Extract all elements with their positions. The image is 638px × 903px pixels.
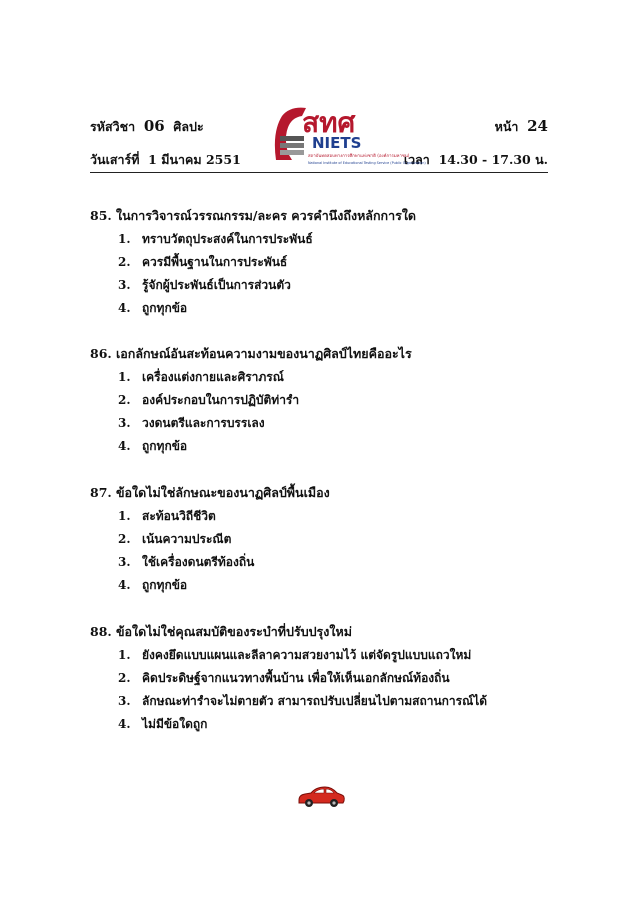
choice-number: 1. bbox=[118, 370, 131, 384]
choice-88-2 bbox=[118, 669, 450, 688]
subject-name: ศิลปะ bbox=[173, 119, 204, 134]
choice-85-1 bbox=[118, 230, 313, 249]
choice-86-2 bbox=[118, 391, 299, 410]
question-87 bbox=[90, 483, 330, 503]
question-number: 86. bbox=[90, 346, 112, 361]
choice-number: 3. bbox=[118, 694, 131, 708]
time-label: เวลา bbox=[403, 152, 430, 167]
niets-logo bbox=[268, 102, 430, 168]
car-icon bbox=[296, 783, 346, 809]
choice-number: 1. bbox=[118, 648, 131, 662]
time-value: 14.30 - 17.30 น. bbox=[438, 152, 548, 167]
question-text: ในการวิจารณ์วรรณกรรม/ละคร ควรคำนึงถึงหลักการใด bbox=[116, 208, 417, 223]
choice-text: ทราบวัตถุประสงค์ในการประพันธ์ bbox=[142, 232, 313, 246]
question-number: 87. bbox=[90, 485, 112, 500]
car-hub-front bbox=[307, 801, 310, 804]
choice-85-4 bbox=[118, 299, 187, 318]
question-text: ข้อใดไม่ใช่ลักษณะของนาฏศิลป์พื้นเมือง bbox=[116, 485, 330, 500]
choice-85-2 bbox=[118, 253, 287, 272]
date-line bbox=[90, 150, 241, 170]
choice-87-1 bbox=[118, 507, 216, 526]
choice-number: 1. bbox=[118, 232, 131, 246]
question-88 bbox=[90, 622, 352, 642]
choice-text: วงดนตรีและการบรรเลง bbox=[142, 416, 265, 430]
choice-text: องค์ประกอบในการปฏิบัติท่ารำ bbox=[142, 393, 300, 407]
choice-text: ถูกทุกข้อ bbox=[142, 301, 188, 315]
choice-text: ใช้เครื่องดนตรีท้องถิ่น bbox=[142, 555, 255, 569]
choice-number: 4. bbox=[118, 717, 131, 731]
choice-number: 4. bbox=[118, 578, 131, 592]
car-hub-rear bbox=[332, 801, 335, 804]
choice-text: สะท้อนวิถีชีวิต bbox=[142, 509, 216, 523]
question-85 bbox=[90, 206, 416, 226]
choice-number: 1. bbox=[118, 509, 131, 523]
subject-line bbox=[90, 117, 204, 137]
date-label: วันเสาร์ที่ bbox=[90, 152, 140, 167]
choice-number: 4. bbox=[118, 301, 131, 315]
logo-emblem-book-3 bbox=[280, 150, 304, 155]
choice-number: 2. bbox=[118, 255, 131, 269]
choice-number: 2. bbox=[118, 532, 131, 546]
choice-86-3 bbox=[118, 414, 265, 433]
choice-number: 3. bbox=[118, 416, 131, 430]
choice-86-4 bbox=[118, 437, 187, 456]
date-value: 1 มีนาคม 2551 bbox=[148, 152, 241, 167]
choice-text: คิดประดิษฐ์จากแนวทางพื้นบ้าน เพื่อให้เห็นเอกลักษณ์ท้องถิ่น bbox=[142, 671, 450, 685]
question-number: 88. bbox=[90, 624, 112, 639]
choice-87-3 bbox=[118, 553, 254, 572]
choice-87-2 bbox=[118, 530, 231, 549]
choice-text: ไม่มีข้อใดถูก bbox=[142, 717, 208, 731]
choice-number: 2. bbox=[118, 393, 131, 407]
choice-text: ถูกทุกข้อ bbox=[142, 578, 188, 592]
logo-thai-text: สทศ bbox=[302, 106, 356, 139]
choice-text: ถูกทุกข้อ bbox=[142, 439, 188, 453]
choice-text: ลักษณะท่ารำจะไม่ตายตัว สามารถปรับเปลี่ยนไปตามสถานการณ์ได้ bbox=[142, 694, 488, 708]
subject-code: 06 bbox=[143, 117, 165, 135]
choice-88-4 bbox=[118, 715, 207, 734]
logo-brand-text: NIETS bbox=[312, 134, 362, 152]
choice-text: ควรมีพื้นฐานในการประพันธ์ bbox=[142, 255, 288, 269]
header-divider bbox=[90, 172, 548, 173]
subject-label: รหัสวิชา bbox=[90, 119, 136, 134]
choice-88-3 bbox=[118, 692, 487, 711]
choice-text: เครื่องแต่งกายและศิราภรณ์ bbox=[142, 370, 284, 384]
choice-86-1 bbox=[118, 368, 284, 387]
choice-88-1 bbox=[118, 646, 471, 665]
question-number: 85. bbox=[90, 208, 112, 223]
logo-english-subtitle: National Institute of Educational Testing Service (Public Organization) bbox=[308, 161, 426, 165]
choice-number: 4. bbox=[118, 439, 131, 453]
question-86 bbox=[90, 344, 412, 364]
page-number: 24 bbox=[527, 117, 548, 135]
choice-text: เน้นความประณีต bbox=[142, 532, 232, 546]
question-text: ข้อใดไม่ใช่คุณสมบัติของระบำที่ปรับปรุงใหม่ bbox=[116, 624, 352, 639]
question-text: เอกลักษณ์อันสะท้อนความงามของนาฏศิลป์ไทยคืออะไร bbox=[116, 346, 412, 361]
logo-thai-subtitle: สถาบันทดสอบทางการศึกษาแห่งชาติ (องค์การมหาชน) bbox=[308, 154, 410, 159]
choice-87-4 bbox=[118, 576, 187, 595]
logo-emblem-book-1 bbox=[280, 136, 304, 141]
choice-85-3 bbox=[118, 276, 291, 295]
logo-emblem-book-2 bbox=[280, 143, 304, 148]
choice-number: 3. bbox=[118, 278, 131, 292]
choice-text: ยังคงยึดแบบแผนและลีลาความสวยงามไว้ แต่จัดรูปแบบแถวใหม่ bbox=[142, 648, 472, 662]
choice-text: รู้จักผู้ประพันธ์เป็นการส่วนตัว bbox=[142, 278, 291, 292]
choice-number: 2. bbox=[118, 671, 131, 685]
page-line bbox=[495, 117, 548, 137]
page-label: หน้า bbox=[494, 119, 519, 134]
choice-number: 3. bbox=[118, 555, 131, 569]
